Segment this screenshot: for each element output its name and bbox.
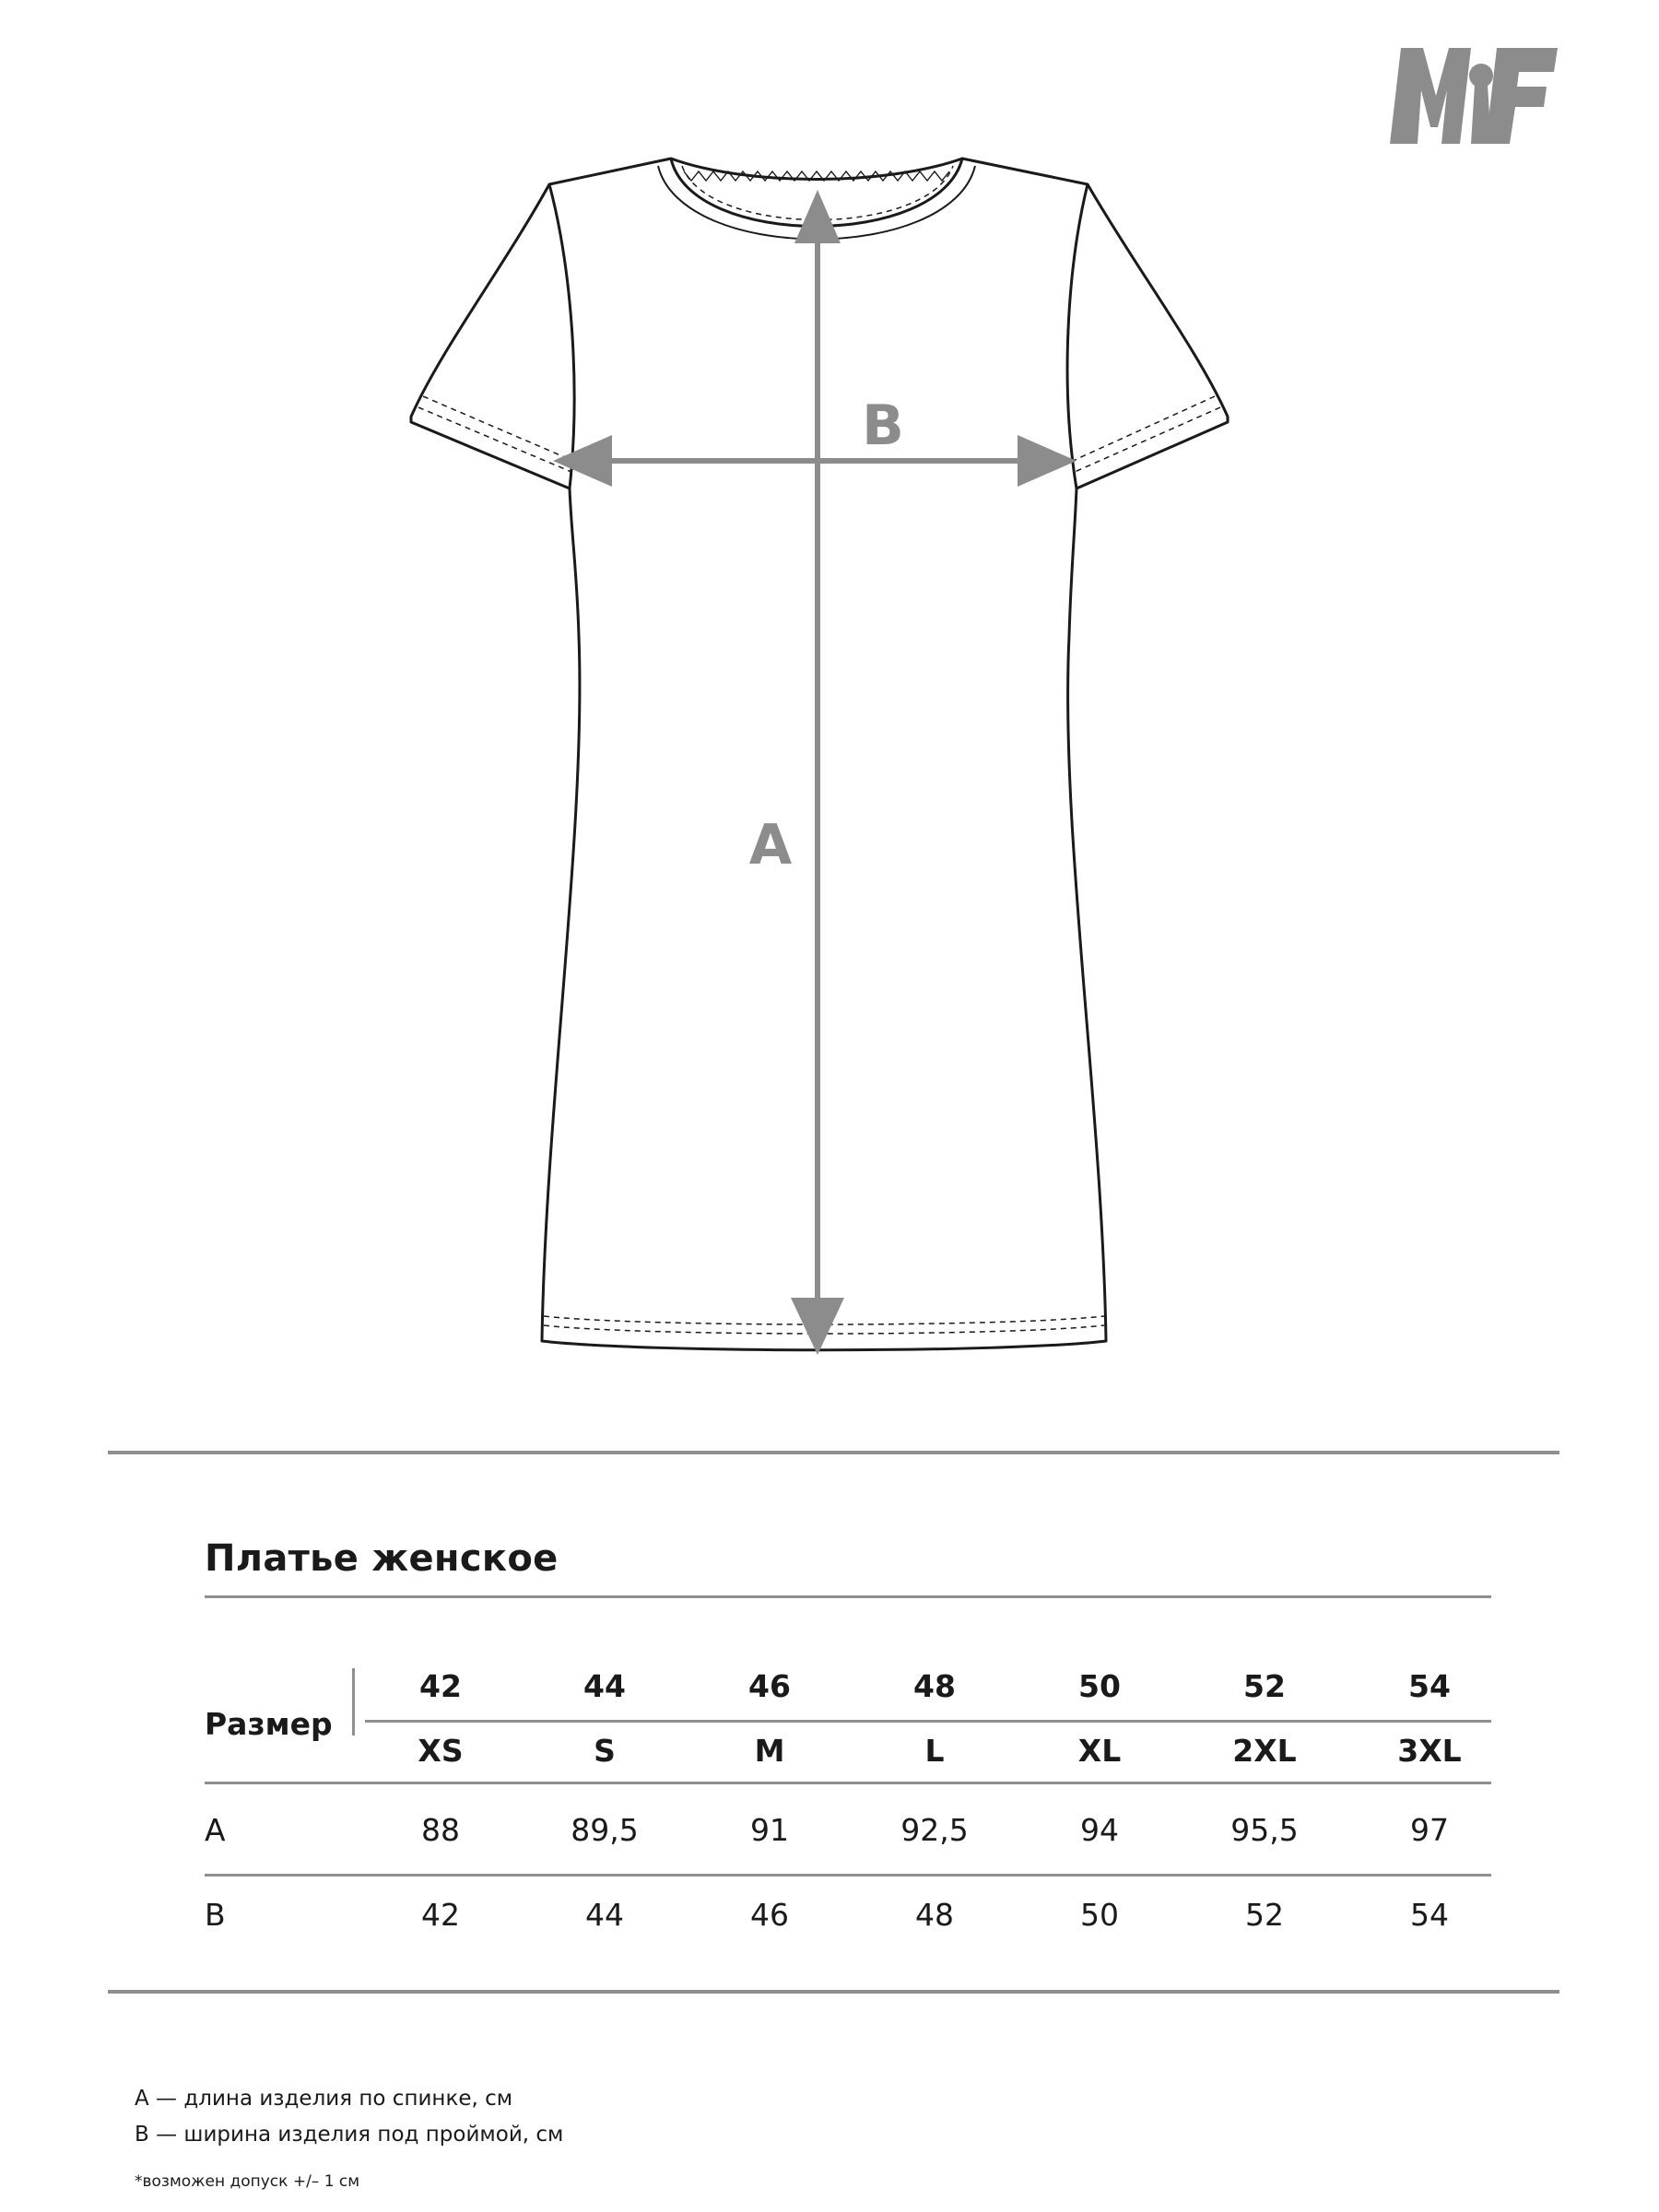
arrow-b-head-left [553,435,612,487]
divider-top [108,1451,1559,1454]
table-cell: 89,5 [571,1812,639,1848]
table-cell: 48 [915,1897,954,1933]
table-cell: 46 [750,1897,789,1933]
arrow-a-head-bottom [791,1298,844,1355]
arrow-a-head-top [794,190,841,243]
size-letter-cell: S [594,1733,616,1769]
row-label: A [205,1812,226,1848]
table-cell: 94 [1080,1812,1119,1848]
size-letter-cell: 2XL [1232,1733,1297,1769]
header-separator [352,1668,355,1735]
row-label: B [205,1897,226,1933]
table-cell: 97 [1410,1812,1449,1848]
legend-a: A — длина изделия по спинке, см [135,2087,513,2111]
dress-diagram [387,138,1253,1364]
header-bottom-line [205,1782,1491,1784]
size-numeric-cell: 42 [419,1668,462,1704]
size-letter-cell: M [754,1733,785,1769]
title-underline [205,1595,1491,1598]
table-cell: 42 [421,1897,460,1933]
table-cell: 95,5 [1230,1812,1299,1848]
tolerance-note: *возможен допуск +/– 1 см [135,2172,360,2191]
size-numeric-cell: 54 [1408,1668,1451,1704]
table-cell: 52 [1245,1897,1284,1933]
label-a: A [748,813,793,877]
size-label: Размер [205,1706,333,1742]
size-letter-cell: L [924,1733,945,1769]
size-numeric-cell: 44 [583,1668,626,1704]
table-cell: 50 [1080,1897,1119,1933]
table-cell: 91 [750,1812,789,1848]
size-numeric-cell: 46 [748,1668,791,1704]
header-mid-line [365,1720,1491,1723]
arrow-b-head-right [1018,435,1077,487]
size-numeric-cell: 52 [1243,1668,1286,1704]
table-cell: 54 [1410,1897,1449,1933]
legend-b: B — ширина изделия под проймой, см [135,2123,564,2147]
size-numeric-cell: 50 [1078,1668,1121,1704]
table-cell: 44 [585,1897,624,1933]
row-a-line [205,1874,1491,1877]
size-letter-cell: 3XL [1397,1733,1462,1769]
size-letter-cell: XL [1077,1733,1122,1769]
table-cell: 88 [421,1812,460,1848]
table-cell: 92,5 [900,1812,969,1848]
label-b: B [862,394,904,458]
table-title: Платье женское [205,1537,559,1580]
mf-logo [1390,48,1558,144]
size-numeric-cell: 48 [913,1668,956,1704]
size-letter-cell: XS [418,1733,464,1769]
divider-bottom [108,1990,1559,1994]
